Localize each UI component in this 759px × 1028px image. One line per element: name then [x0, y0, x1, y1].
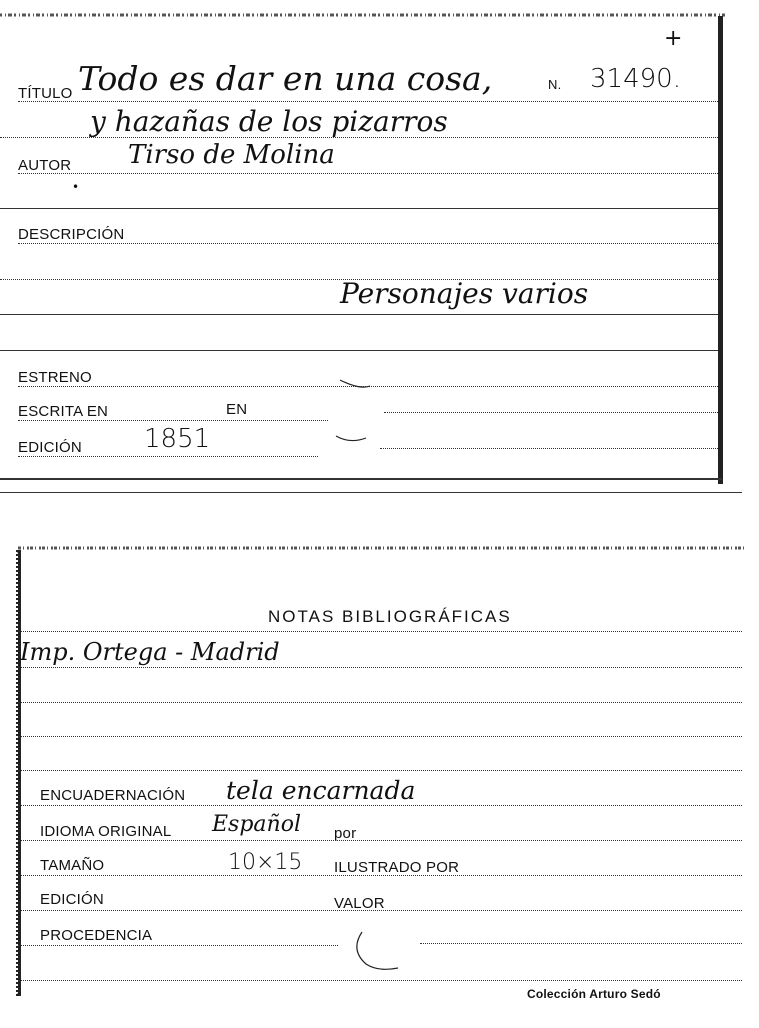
- procedencia-label: PROCEDENCIA: [40, 927, 153, 944]
- footer-credit: Colección Arturo Sedó: [527, 987, 661, 1001]
- card-top-edge: [0, 12, 725, 18]
- card-left-border: [16, 550, 21, 996]
- idioma-line: [18, 840, 742, 841]
- notes-value: Imp. Ortega - Madrid: [20, 638, 280, 666]
- en-line: [384, 412, 718, 413]
- idioma-label: IDIOMA ORIGINAL: [40, 823, 172, 840]
- edicion-value: 1851: [144, 424, 211, 454]
- autor-line: [18, 173, 718, 174]
- edicion-line-right: [380, 448, 718, 449]
- procedencia-line: [18, 945, 338, 946]
- card-top-edge: [0, 545, 745, 551]
- encuadernacion-line: [18, 805, 742, 806]
- plus-mark: +: [664, 26, 683, 51]
- catalog-card-front: [0, 0, 759, 495]
- descripcion-label: DESCRIPCIÓN: [18, 226, 125, 243]
- final-line: [18, 980, 742, 981]
- descripcion-line-1: [18, 243, 718, 244]
- notas-line-4: [18, 736, 742, 737]
- catalog-card-back: [0, 540, 759, 1010]
- tamano-label: TAMAÑO: [40, 857, 105, 874]
- escrita-en-line: [18, 420, 328, 421]
- notas-line-1: [18, 631, 742, 632]
- edicion-label: EDICIÓN: [18, 439, 82, 456]
- notas-line-2: [18, 667, 742, 668]
- tamano-value: 10×15: [228, 850, 303, 875]
- numero-value: 31490.: [590, 64, 681, 94]
- descripcion-line-3: [0, 314, 718, 315]
- numero-label: N.: [548, 77, 562, 92]
- card-right-border: [718, 16, 723, 484]
- ink-scribble: [330, 370, 390, 450]
- titulo-continuation: y hazañas de los pizarros: [90, 105, 448, 138]
- estreno-label: ESTRENO: [18, 369, 92, 386]
- encuadernacion-label: ENCUADERNACIÓN: [40, 787, 186, 804]
- edicion-line: [18, 456, 318, 457]
- autor-value: Tirso de Molina: [128, 140, 335, 170]
- descripcion-value: Personajes varios: [340, 277, 589, 310]
- ilustrado-label: ILUSTRADO POR: [334, 859, 460, 876]
- card-cut-line: [0, 492, 742, 493]
- por-label: por: [334, 825, 357, 842]
- card-bottom-border: [0, 478, 722, 480]
- notas-heading: NOTAS BIBLIOGRÁFICAS: [268, 607, 512, 626]
- edicion-line-back: [18, 910, 742, 911]
- encuadernacion-value: tela encarnada: [226, 776, 416, 805]
- ink-dot: •: [72, 180, 80, 194]
- autor-label: AUTOR: [18, 157, 72, 174]
- blank-line: [0, 208, 718, 209]
- notas-line-5: [18, 770, 742, 771]
- tamano-line: [18, 875, 742, 876]
- escrita-en-label: ESCRITA EN: [18, 403, 109, 420]
- descripcion-line-4: [0, 350, 718, 351]
- titulo-label: TÍTULO: [18, 85, 73, 102]
- titulo-line: [18, 101, 718, 102]
- en-label: EN: [226, 401, 248, 418]
- idioma-value: Español: [212, 812, 301, 837]
- edicion-label-back: EDICIÓN: [40, 891, 104, 908]
- notas-line-3: [18, 702, 742, 703]
- titulo-line-2: [0, 137, 718, 138]
- valor-label: VALOR: [334, 895, 385, 912]
- procedencia-line-right: [420, 943, 742, 944]
- titulo-value: Todo es dar en una cosa,: [78, 59, 493, 98]
- ink-scribble: [348, 928, 408, 978]
